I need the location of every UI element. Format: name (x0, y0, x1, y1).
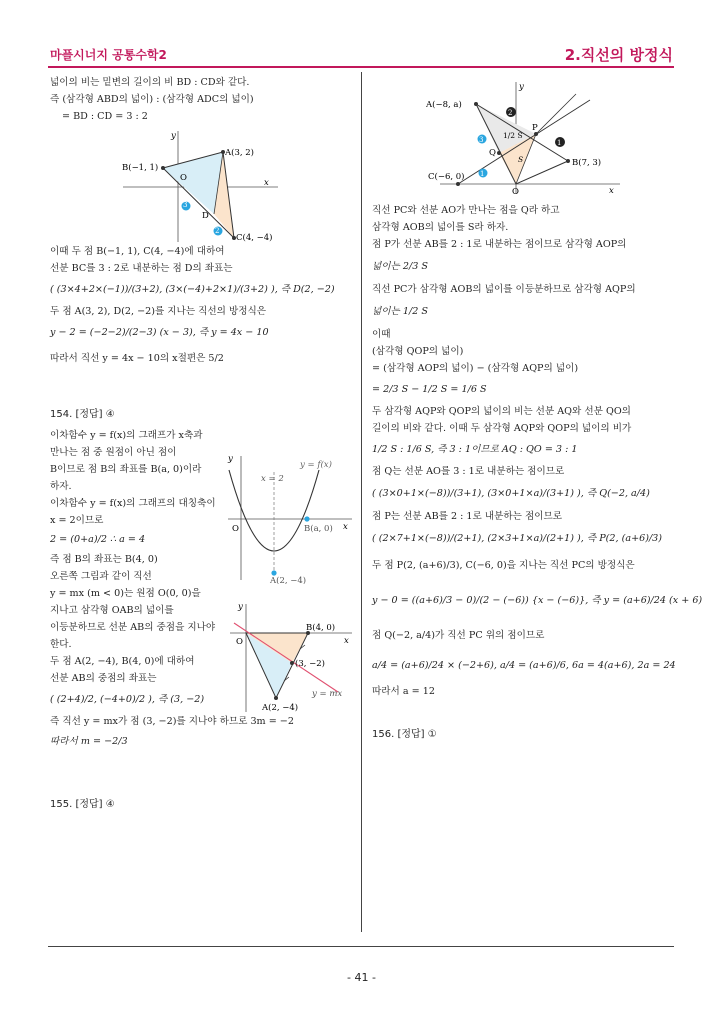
intro-line: = BD : CD = 3 : 2 (62, 111, 148, 122)
label-y: y (238, 602, 243, 612)
line-pc (458, 100, 590, 184)
triangle-abd (163, 152, 223, 214)
label-d: D (202, 211, 209, 221)
label-x: x (343, 522, 348, 532)
marker-3-label: 3 (183, 201, 188, 209)
solution-line: 즉 직선 y = mx가 점 (3, −2)를 지나야 하므로 3m = −2 (50, 716, 294, 727)
solution-line: 선분 AB의 중점의 좌표는 (50, 673, 157, 684)
label-fx: y = f(x) (300, 460, 332, 470)
vertex-a (271, 570, 276, 575)
figure-triangle-abc (118, 128, 288, 248)
solution-line: ( (2+4)/2, (−4+0)/2 ), 즉 (3, −2) (50, 694, 205, 705)
solution-line: = 2/3 S − 1/2 S = 1/6 S (372, 384, 487, 395)
label-b: B(7, 3) (572, 158, 602, 168)
figure-parabola (226, 452, 356, 584)
solution-line: (삼각형 QOP의 넓이) (372, 346, 464, 357)
solution-line: 이때 두 점 B(−1, 1), C(4, −4)에 대하여 (50, 246, 225, 257)
solution-line: 1/2 S : 1/6 S, 즉 3 : 1이므로 AQ : QO = 3 : 1 (372, 444, 578, 455)
solution-line: a/4 = (a+6)/24 × (−2+6), a/4 = (a+6)/6, 6a = 4(a+6), 2a = 24 (372, 660, 676, 671)
chapter-title: 2.직선의 방정식 (564, 46, 673, 64)
solution-line: 점 P가 선분 AB를 2 : 1로 내분하는 점이므로 삼각형 AOP의 (372, 239, 627, 250)
solution-line: 따라서 직선 y = 4x − 10의 x절편은 5/2 (50, 353, 224, 364)
solution-line: 점 Q(−2, a/4)가 직선 PC 위의 점이므로 (372, 630, 545, 641)
label-x: x (609, 186, 614, 196)
solution-line: x = 2이므로 (50, 515, 104, 526)
solution-line: 두 점 A(2, −4), B(4, 0)에 대하여 (50, 656, 195, 667)
solution-line: 넓이는 1/2 S (372, 306, 428, 317)
solution-line: 따라서 a = 12 (372, 686, 435, 697)
solution-line: 오른쪽 그림과 같이 직선 (50, 571, 152, 582)
solution-line: 삼각형 AOB의 넓이를 S라 하자. (372, 222, 509, 233)
answer-156: 156. [정답] ① (372, 729, 437, 740)
label-b: B(4, 0) (306, 623, 336, 633)
point-a (474, 102, 478, 106)
point-b (566, 159, 570, 163)
solution-line: ( (2×7+1×(−8))/(2+1), (2×3+1×a)/(2+1) ), 즉 P(2, (a+6)/3) (372, 533, 663, 544)
intro-line: 넓이의 비는 밑변의 길이의 비 BD : CD와 같다. (50, 77, 250, 88)
marker-1-blue-label: 1 (480, 170, 485, 178)
label-c: C(4, −4) (236, 233, 273, 243)
marker-3-label: 3 (479, 136, 484, 144)
solution-line: 길이의 비와 같다. 이때 두 삼각형 AQP와 QOP의 넓이의 비가 (372, 423, 632, 434)
book-title: 마플시너지 공통수학2 (50, 48, 167, 62)
solution-line: 두 점 P(2, (a+6)/3), C(−6, 0)을 지나는 직선 PC의 방정식은 (372, 560, 635, 571)
label-y: y (171, 131, 176, 141)
solution-line: 2 = (0+a)/2 ∴ a = 4 (50, 534, 146, 545)
solution-line: 하자. (50, 481, 72, 492)
solution-line: 넓이는 2/3 S (372, 261, 428, 272)
solution-line: y − 2 = (−2−2)/(2−3) (x − 3), 즉 y = 4x − 10 (50, 327, 269, 338)
solution-line: 점 Q는 선분 AO를 3 : 1로 내분하는 점이므로 (372, 466, 565, 477)
label-b: B(a, 0) (304, 524, 333, 534)
label-s: S (518, 155, 524, 164)
label-q: Q (489, 148, 496, 158)
figure-triangle-oab (226, 600, 356, 716)
solution-line: 두 점 A(3, 2), D(2, −2)를 지나는 직선의 방정식은 (50, 306, 267, 317)
label-midpoint: (3, −2) (295, 659, 325, 669)
point-c (456, 182, 460, 186)
solution-line: 따라서 m = −2/3 (50, 736, 128, 747)
label-a: A(2, −4) (270, 576, 307, 584)
solution-line: ( (3×0+1×(−8))/(3+1), (3×0+1×a)/(3+1) ), 즉 Q(−2, a/4) (372, 488, 650, 499)
solution-line: 직선 PC가 삼각형 AOB의 넓이를 이등분하므로 삼각형 AQP의 (372, 284, 636, 295)
label-p: P (532, 123, 538, 133)
label-a: A(2, −4) (262, 703, 299, 713)
solution-line: 점 P는 선분 AB를 2 : 1로 내분하는 점이므로 (372, 511, 563, 522)
label-a: A(3, 2) (225, 148, 254, 158)
label-c: C(−6, 0) (428, 172, 465, 182)
answer-155: 155. [정답] ④ (50, 799, 115, 810)
label-origin: O (236, 637, 243, 647)
solution-line: 이등분하므로 선분 AB의 중점을 지나야 (50, 622, 216, 633)
right-column (372, 202, 703, 743)
marker-1-label: 1 (557, 139, 562, 147)
marker-2-label: 2 (215, 227, 220, 235)
solution-line: y = mx (m < 0)는 원점 O(0, 0)을 (50, 588, 201, 599)
solution-line: 지나고 삼각형 OAB의 넓이를 (50, 605, 174, 616)
solution-line: 이때 (372, 329, 391, 340)
figure-triangle-aob (426, 80, 626, 198)
point-a (274, 696, 278, 700)
solution-line: 직선 PC와 선분 AO가 만나는 점을 Q라 하고 (372, 205, 560, 216)
label-b: B(−1, 1) (122, 163, 159, 173)
midpoint (290, 661, 294, 665)
marker-2-label: 2 (508, 109, 513, 117)
solution-line: = (삼각형 AOP의 넓이) − (삼각형 AQP의 넓이) (372, 363, 579, 374)
solution-line: 이차함수 y = f(x)의 그래프의 대칭축이 (50, 498, 216, 509)
label-origin: O (512, 187, 519, 197)
label-origin: O (232, 524, 239, 534)
label-x: x (264, 178, 269, 188)
page-number: - 41 - (347, 971, 376, 984)
point-b (161, 166, 165, 170)
label-x2: x = 2 (261, 474, 284, 484)
label-x: x (344, 636, 349, 646)
label-y: y (228, 454, 233, 464)
segment-extend (536, 94, 576, 134)
solution-line: ( (3×4+2×(−1))/(3+2), (3×(−4)+2×1)/(3+2) ), 즉 D(2, −2) (50, 284, 335, 295)
label-a: A(−8, a) (426, 100, 462, 110)
header-rule (48, 66, 674, 68)
label-origin: O (180, 173, 187, 183)
answer-154: 154. [정답] ④ (50, 409, 115, 420)
solution-line: B이므로 점 B의 좌표를 B(a, 0)이라 (50, 464, 202, 475)
footer-rule (48, 946, 674, 947)
label-y: y (519, 82, 524, 92)
solution-line: 이차함수 y = f(x)의 그래프가 x축과 (50, 430, 203, 441)
label-line: y = mx (312, 689, 343, 699)
solution-line: 선분 BC를 3 : 2로 내분하는 점 D의 좌표는 (50, 263, 233, 274)
point-b (304, 516, 309, 521)
solution-line: 즉 점 B의 좌표는 B(4, 0) (50, 554, 158, 565)
column-divider (361, 72, 362, 932)
point-q (497, 151, 501, 155)
solution-line: 만나는 점 중 원점이 아닌 점이 (50, 447, 177, 458)
solution-line: y − 0 = ((a+6)/3 − 0)/(2 − (−6)) {x − (−6)}, 즉 y = (a+6)/24 (x + 6) (372, 595, 703, 606)
solution-line: 한다. (50, 639, 72, 650)
solution-line: 두 삼각형 AQP와 QOP의 넓이의 비는 선분 AQ와 선분 QO의 (372, 406, 631, 417)
label-half-s: 1/2 S (503, 131, 523, 140)
intro-line: 즉 (삼각형 ABD의 넓이) : (삼각형 ADC의 넓이) (50, 94, 254, 105)
